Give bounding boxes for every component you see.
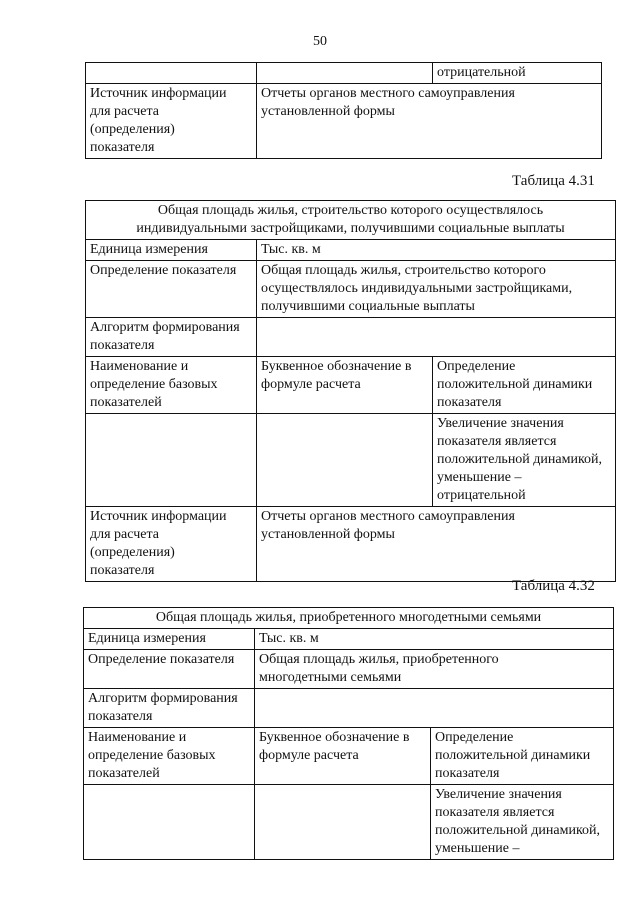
empty-cell <box>255 785 431 860</box>
empty-cell <box>86 63 257 84</box>
source-value: Отчеты органов местного самоуправления установленной формы <box>257 84 602 159</box>
base-indicators-label: Наименование и определение базовых показателей <box>84 728 255 785</box>
positive-dynamics-value: Увеличение значения показателя является положительной динамикой, уменьшение – отрицательной <box>433 414 616 507</box>
unit-value: Тыс. кв. м <box>255 629 614 650</box>
empty-cell <box>84 785 255 860</box>
unit-label: Единица измерения <box>86 240 257 261</box>
source-label: Источник информации для расчета (определения) показателя <box>86 507 257 582</box>
table-4-31 <box>85 200 616 582</box>
source-label: Источник информации для расчета (определения) показателя <box>86 84 257 159</box>
definition-value: Общая площадь жилья, приобретенного многодетными семьями <box>255 650 614 689</box>
unit-value: Тыс. кв. м <box>257 240 616 261</box>
definition-label: Определение показателя <box>84 650 255 689</box>
positive-dynamics-value: Увеличение значения показателя является положительной динамикой, уменьшение – <box>431 785 614 860</box>
algorithm-value <box>255 689 614 728</box>
unit-label: Единица измерения <box>84 629 255 650</box>
algorithm-label: Алгоритм формирования показателя <box>84 689 255 728</box>
source-value: Отчеты органов местного самоуправления установленной формы <box>257 507 616 582</box>
algorithm-value <box>257 318 616 357</box>
dynamics-tail: отрицательной <box>433 63 602 84</box>
algorithm-label: Алгоритм формирования показателя <box>86 318 257 357</box>
positive-dynamics-label: Определение положительной динамики показателя <box>433 357 616 414</box>
table-continuation <box>85 62 602 159</box>
definition-value: Общая площадь жилья, строительство которого осуществлялось индивидуальными застройщиками, получившими социальные выплаты <box>257 261 616 318</box>
positive-dynamics-label: Определение положительной динамики показателя <box>431 728 614 785</box>
letter-designation-label: Буквенное обозначение в формуле расчета <box>257 357 433 414</box>
page-number: 50 <box>313 34 327 49</box>
empty-cell <box>257 63 433 84</box>
table-title: Общая площадь жилья, приобретенного многодетными семьями <box>84 608 614 629</box>
table-title: Общая площадь жилья, строительство которого осуществлялось индивидуальными застройщиками, получившими социальные выплаты <box>86 201 616 240</box>
empty-cell <box>86 414 257 507</box>
table-4-32 <box>83 607 614 860</box>
definition-label: Определение показателя <box>86 261 257 318</box>
empty-cell <box>257 414 433 507</box>
base-indicators-label: Наименование и определение базовых показателей <box>86 357 257 414</box>
letter-designation-label: Буквенное обозначение в формуле расчета <box>255 728 431 785</box>
table-caption-4-32: Таблица 4.32 <box>512 578 595 594</box>
table-caption-4-31: Таблица 4.31 <box>512 173 595 189</box>
